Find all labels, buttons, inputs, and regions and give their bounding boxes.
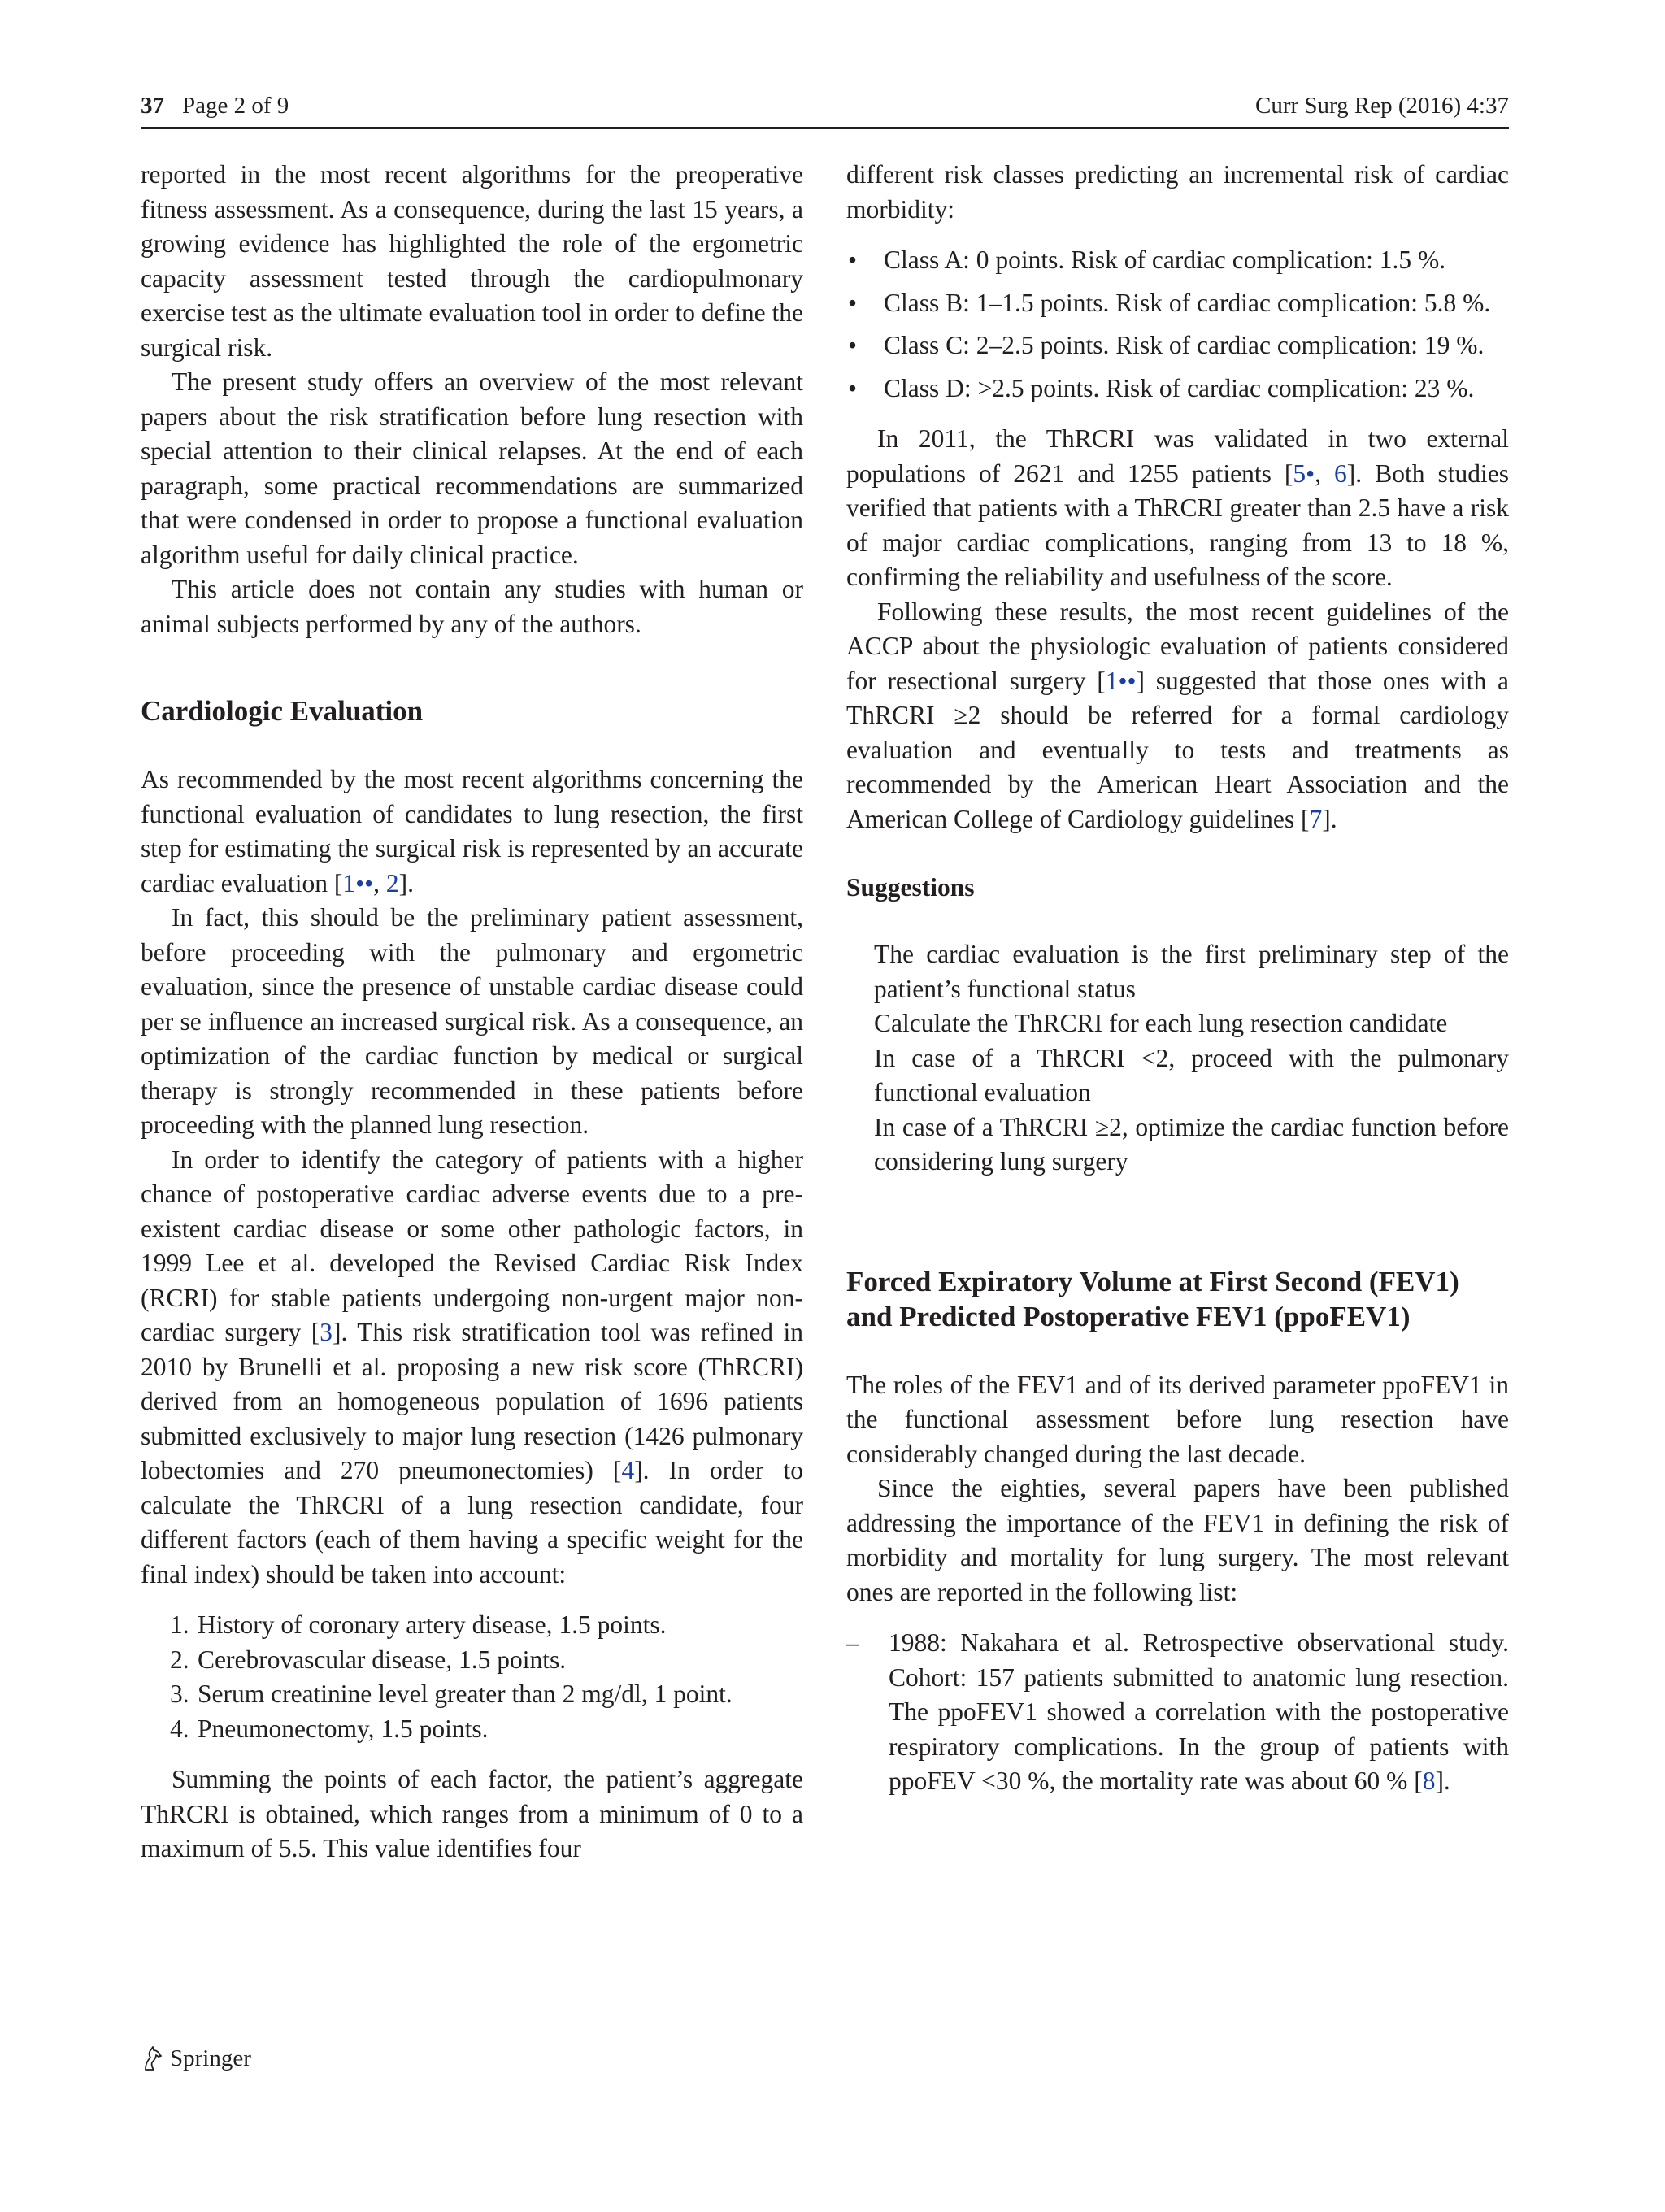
citation-link[interactable]: 1•• bbox=[342, 868, 374, 897]
citation-link[interactable]: 3 bbox=[320, 1318, 333, 1346]
left-column bbox=[141, 158, 803, 1867]
paragraph: different risk classes predicting an incremental risk of cardiac morbidity: bbox=[846, 160, 1509, 224]
paragraph: In fact, this should be the preliminary patient assessment, before proceeding with the pulmonary and ergometric evaluation, since the presence of unstable cardiac disease could per se influence an increased surgical risk. As a consequence, an optimization of the cardiac function by medical or surgical therapy is strongly recommended in these patients before proceeding with the planned lung resection. bbox=[141, 903, 803, 1139]
risk-factor-list bbox=[141, 1608, 803, 1746]
springer-horse-icon bbox=[141, 2045, 165, 2071]
paragraph: As recommended by the most recent algorithms concerning the functional evaluation of candidates to lung resection, the first step for estimating the surgical risk is represented by an accurate cardiac evaluation [1••, 2]. bbox=[141, 765, 803, 897]
suggestion-item: In case of a ThRCRI ≥2, optimize the cardiac function before considering lung surgery bbox=[874, 1112, 1509, 1176]
paragraph: In order to identify the category of patients with a higher chance of postoperative cardiac adverse events due to a pre-existent cardiac disease or some other pathologic factors, in 1999 Lee et al. developed the Revised Cardiac Risk Index (RCRI) for stable patients undergoing non-urgent major non-cardiac surgery [3]. This risk stratification tool was refined in 2010 by Brunelli et al. proposing a new risk score (ThRCRI) derived from an homogeneous population of 1696 patients submitted exclusively to major lung resection (1426 pulmonary lobectomies and 270 pneumonectomies) [4]. In order to calculate the ThRCRI of a lung resection candidate, four different factors (each of them having a specific weight for the final index) should be taken into account: bbox=[141, 1145, 803, 1588]
right-column bbox=[846, 158, 1509, 1799]
page-of-label: Page 2 of 9 bbox=[182, 93, 289, 119]
study-list bbox=[846, 1626, 1509, 1799]
list-item: – 1988: Nakahara et al. Retrospective observational study. Cohort: 157 patients submitted to anatomic lung resection. The ppoFEV1 showed a correlation with the postoperative respiratory complications. In the group of patients with ppoFEV <30 %, the mortality rate was about 60 % [8]. bbox=[846, 1626, 1509, 1799]
citation-link[interactable]: 5• bbox=[1293, 458, 1315, 488]
citation-link[interactable]: 4 bbox=[621, 1456, 635, 1484]
dash-marker: – bbox=[846, 1628, 859, 1657]
bullet-icon: • bbox=[848, 331, 858, 359]
paragraph: Following these results, the most recent guidelines of the ACCP about the physiologic evaluation of patients considered for resectional surgery [1••] suggested that those ones with a ThRCRI ≥2 should be referred for a formal cardiology evaluation and eventually to tests and treatments as recommended by the American Heart Association and the American College of Cardiology guidelines [7]. bbox=[846, 597, 1509, 833]
suggestion-item: In case of a ThRCRI <2, proceed with the pulmonary functional evaluation bbox=[874, 1043, 1509, 1106]
publisher-footer bbox=[141, 2042, 251, 2075]
citation-link[interactable]: 2 bbox=[385, 868, 399, 897]
paragraph: The roles of the FEV1 and of its derived parameter ppoFEV1 in the functional assessment before lung resection have considerably changed during the last decade. bbox=[846, 1370, 1509, 1468]
list-item: • Class B: 1–1.5 points. Risk of cardiac complication: 5.8 %. bbox=[846, 286, 1509, 321]
citation-link[interactable]: 6 bbox=[1334, 458, 1347, 488]
list-item: • Class A: 0 points. Risk of cardiac complication: 1.5 %. bbox=[846, 243, 1509, 278]
header-left bbox=[141, 88, 289, 124]
citation-link[interactable]: 7 bbox=[1309, 804, 1323, 833]
suggestion-item: The cardiac evaluation is the first preliminary step of the patient’s functional status bbox=[874, 940, 1509, 1003]
paragraph: The present study offers an overview of the most relevant papers about the risk stratification before lung resection with special attention to their clinical relapses. At the end of each paragraph, some practical recommendations are summarized that were condensed in order to propose a functional evaluation algorithm useful for daily clinical practice. bbox=[141, 367, 803, 569]
paragraph: In 2011, the ThRCRI was validated in two external populations of 2621 and 1255 patients [5•, 6]. Both studies verified that patients with a ThRCRI greater than 2.5 have a risk of major cardiac complications, ranging from 13 to 18 %, confirming the reliability and usefulness of the score. bbox=[846, 424, 1509, 591]
risk-class-list bbox=[846, 243, 1509, 406]
paragraph: Summing the points of each factor, the patient’s aggregate ThRCRI is obtained, which ranges from a minimum of 0 to a maximum of 5.5. This value identifies four bbox=[141, 1765, 803, 1862]
section-heading-cardiologic: Cardiologic Evaluation bbox=[141, 695, 424, 727]
running-header bbox=[141, 88, 1509, 124]
citation-link[interactable]: 8 bbox=[1422, 1767, 1436, 1795]
bullet-icon: • bbox=[848, 246, 858, 274]
header-rule bbox=[141, 127, 1509, 129]
list-item: 3. Serum creatinine level greater than 2 mg/dl, 1 point. bbox=[170, 1680, 733, 1708]
list-item: • Class D: >2.5 points. Risk of cardiac complication: 23 %. bbox=[846, 372, 1509, 406]
section-heading-fev1: Forced Expiratory Volume at First Second (FEV1) and Predicted Postoperative FEV1 (ppoFEV1) bbox=[846, 1265, 1459, 1332]
journal-citation: Curr Surg Rep (2016) 4:37 bbox=[1254, 93, 1509, 119]
publisher-name: Springer bbox=[170, 2045, 251, 2071]
citation-link[interactable]: 1•• bbox=[1105, 666, 1137, 695]
paragraph: This article does not contain any studies with human or animal subjects performed by any of the authors. bbox=[141, 575, 803, 638]
bullet-icon: • bbox=[848, 373, 858, 402]
suggestion-item: Calculate the ThRCRI for each lung resection candidate bbox=[874, 1009, 1448, 1037]
suggestions-box bbox=[874, 937, 1509, 1180]
list-item: 2. Cerebrovascular disease, 1.5 points. bbox=[170, 1645, 567, 1674]
paragraph: Since the eighties, several papers have been published addressing the importance of the FEV1 in defining the risk of morbidity and mortality for lung surgery. The most relevant ones are reported in the following list: bbox=[846, 1474, 1509, 1606]
bullet-icon: • bbox=[848, 288, 858, 317]
suggestions-heading: Suggestions bbox=[846, 873, 975, 902]
list-item: 4. Pneumonectomy, 1.5 points. bbox=[170, 1714, 489, 1743]
list-item: • Class C: 2–2.5 points. Risk of cardiac complication: 19 %. bbox=[846, 328, 1509, 363]
article-page-number: 37 bbox=[141, 93, 164, 119]
paragraph: reported in the most recent algorithms for the preoperative fitness assessment. As a consequence, during the last 15 years, a growing evidence has highlighted the role of the ergometric capacity assessment tested through the cardiopulmonary exercise test as the ultimate evaluation tool in order to define the surgical risk. bbox=[141, 160, 803, 362]
list-item: 1. History of coronary artery disease, 1.5 points. bbox=[170, 1610, 667, 1639]
